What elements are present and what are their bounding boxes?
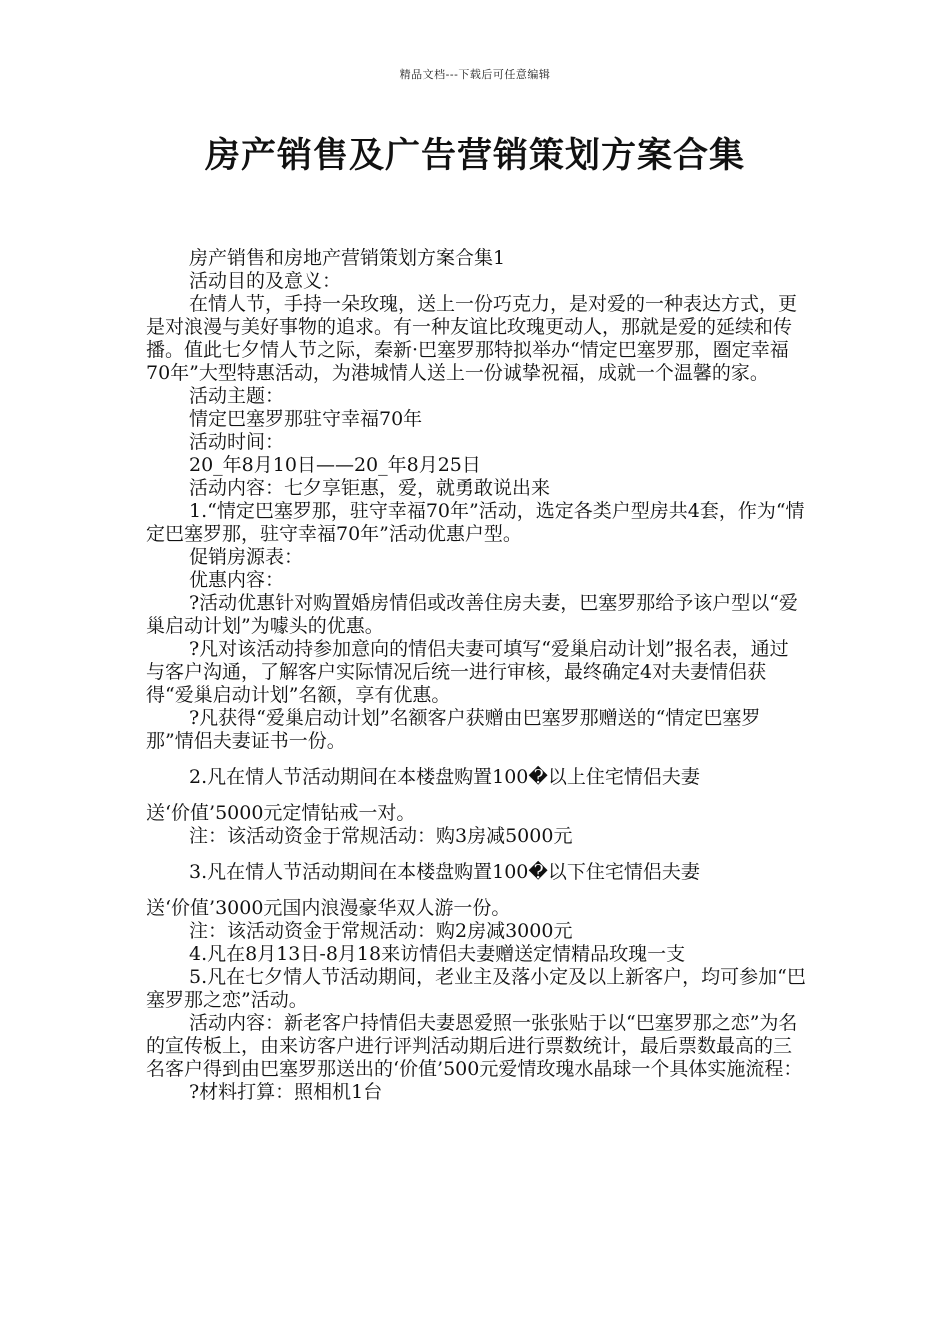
document-title: 房产销售及广告营销策划方案合集 [204,136,745,176]
paragraph: 活动主题： [189,385,285,407]
paragraph: 送‘价值’3000元国内浪漫豪华双人游一份。 [146,897,511,919]
paragraph: 1.“情定巴塞罗那，驻守幸福70年”活动，选定各类户型房共4套，作为“情定巴塞罗那，驻守幸福70年”活动优惠户型。 [146,500,805,545]
header-note: 精品文档---下载后可任意编辑 [399,68,551,81]
paragraph: ?凡对该活动持参加意向的情侣夫妻可填写“爱巢启动计划”报名表，通过与客户沟通，了解客户实际情况后统一进行审核，最终确定4对夫妻情侣获得“爱巢启动计划”名额，享有优惠。 [146,638,789,706]
paragraph: 注：该活动资金于常规活动：购3房减5000元 [189,825,573,847]
paragraph: 促销房源表： [189,546,304,568]
paragraph: 20_年8月10日——20_年8月25日 [189,454,481,476]
paragraph: 活动目的及意义： [189,270,342,292]
paragraph: 4.凡在8月13日-8月18来访情侣夫妻赠送定情精品玫瑰一支 [189,943,686,965]
paragraph: ?凡获得“爱巢启动计划”名额客户获赠由巴塞罗那赠送的“情定巴塞罗那”情侣夫妻证书一份。 [146,707,761,752]
paragraph: 注：该活动资金于常规活动：购2房减3000元 [189,920,573,942]
paragraph: ?活动优惠针对购置婚房情侣或改善住房夫妻，巴塞罗那给予该户型以“爱巢启动计划”为噱头的优惠。 [146,592,798,637]
paragraph: 情定巴塞罗那驻守幸福70年 [189,408,423,430]
paragraph: 3.凡在情人节活动期间在本楼盘购置100�以下住宅情侣夫妻 [189,861,700,883]
paragraph: 在情人节，手持一朵玫瑰，送上一份巧克力，是对爱的一种表达方式，更是对浪漫与美好事物的追求。有一种友谊比玫瑰更动人，那就是爱的延续和传播。值此七夕情人节之际，秦新·巴塞罗那特拟举办“情定巴塞罗那，圈定幸福70年”大型特惠活动，为港城情人送上一份诚挚祝福，成就一个温馨的家。 [146,293,798,384]
paragraph: 活动内容：七夕享钜惠，爱，就勇敢说出来 [189,477,551,499]
paragraph: 优惠内容： [189,569,285,591]
paragraph: 5.凡在七夕情人节活动期间，老业主及落小定及以上新客户，均可参加“巴塞罗那之恋”活动。 [146,966,806,1011]
paragraph: ?材料打算：照相机1台 [189,1081,383,1103]
paragraph: 送‘价值’5000元定情钻戒一对。 [146,802,416,824]
paragraph: 活动时间： [189,431,285,453]
section-heading: 房产销售和房地产营销策划方案合集1 [189,247,506,269]
document-body [146,247,806,1104]
paragraph: 活动内容：新老客户持情侣夫妻恩爱照一张张贴于以“巴塞罗那之恋”为名的宣传板上，由来访客户进行评判活动期后进行票数统计，最后票数最高的三名客户得到由巴塞罗那送出的‘价值’500元爱情玫瑰水晶球一个具体实施流程： [146,1012,803,1080]
paragraph: 2.凡在情人节活动期间在本楼盘购置100�以上住宅情侣夫妻 [189,766,700,788]
